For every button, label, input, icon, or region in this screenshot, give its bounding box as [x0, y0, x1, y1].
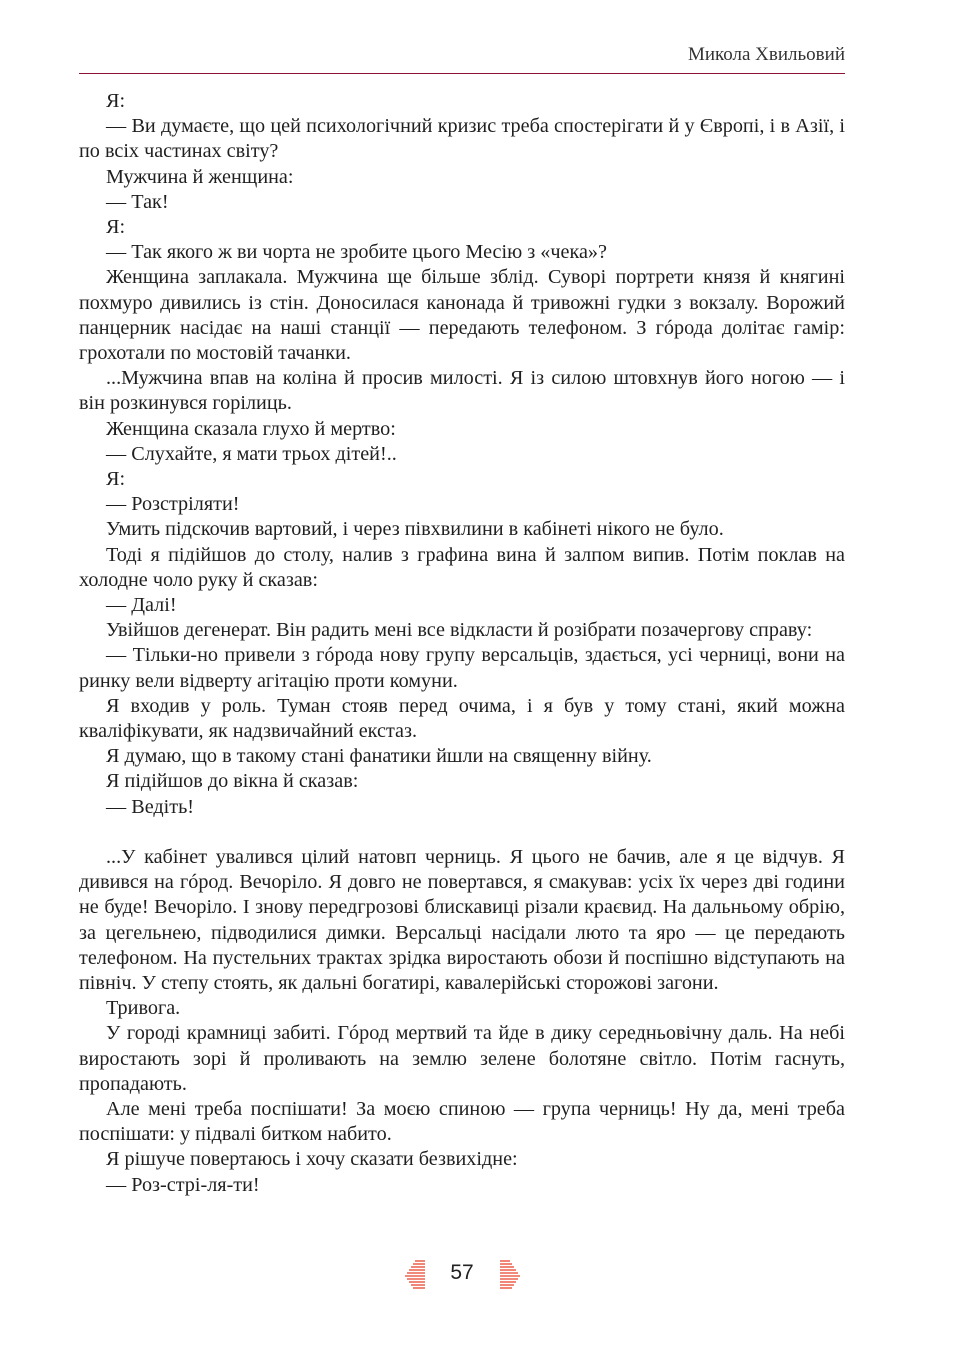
paragraph: Увійшов дегенерат. Він радить мені все відкласти й розібрати позачергову справу:: [106, 619, 813, 642]
paragraph: — Ведіть!: [106, 795, 195, 818]
paragraph: ...У кабінет увалився цілий натовп черниць. Я цього не бачив, але я це відчув. Я дивився на гóрод. Вечоріло. Я довго не повертався, я смакував: усіх їх через дві години не буде! Вечоріло. І знову передгрозові блискавиці різали краєвид. На дальньому обрію, за цегельнею, підводилися димки. Версальці насідали люто та яро — це передають телефоном. На пустельних трактах зрідка виростають обози й поспішно відступають на північ. У степу стоять, як дальні богатирі, кавалерійські сторожові загони.: [79, 845, 845, 994]
paragraph: Але мені треба поспішати! За моєю спиною — група черниць! Ну да, мені треба поспішати: у підвалі битком набито.: [79, 1097, 845, 1146]
paragraph: Я входив у роль. Туман стояв перед очима, і я був у тому стані, який можна кваліфікувати, як надзвичайний екстаз.: [79, 694, 845, 743]
paragraph: Женщина сказала глухо й мертво:: [106, 417, 396, 440]
paragraph: Я:: [106, 90, 126, 112]
paragraph: ...Мужчина впав на коліна й просив милості. Я із силою штовхнув його ногою — і він розкинувся горілиць.: [79, 367, 845, 415]
striped-arrow-left-icon: [403, 1258, 425, 1290]
striped-arrow-right-icon: [500, 1258, 522, 1290]
paragraph: — Так!: [106, 190, 169, 213]
paragraph: Мужчина й женщина:: [106, 165, 294, 188]
paragraph: Я рішуче повертаюсь і хочу сказати безвихідне:: [106, 1148, 518, 1171]
page-footer: [0, 1258, 963, 1292]
paragraph: Тривога.: [106, 997, 181, 1020]
section-break: [79, 820, 845, 845]
paragraph: Я:: [106, 216, 126, 239]
paragraph: — Так якого ж ви чорта не зробите цього Месію з «чека»?: [106, 241, 607, 264]
paragraph: — Ви думаєте, що цей психологічний кризис треба спостерігати й у Європі, і в Азії, і по всіх частинах світу?: [79, 115, 845, 163]
paragraph: Я:: [106, 468, 126, 491]
page-number: 57: [450, 1261, 474, 1284]
paragraph: Я підійшов до вікна й сказав:: [106, 770, 359, 793]
paragraph: — Розстріляти!: [106, 493, 240, 516]
paragraph: — Слухайте, я мати трьох дітей!..: [106, 442, 397, 465]
paragraph: Я думаю, що в такому стані фанатики йшли на священну війну.: [106, 745, 652, 768]
paragraph: — Тільки-но привели з гóрода нову групу версальців, здається, усі черниці, вони на ринку вели відверту агітацію проти комуни.: [79, 644, 845, 692]
paragraph: — Далі!: [106, 594, 177, 617]
paragraph: — Роз-стрі-ля-ти!: [106, 1173, 260, 1196]
header-divider: [79, 73, 845, 74]
paragraph: Женщина заплакала. Мужчина ще більше зблід. Суворі портрети князя й княгині похмуро дивились із стін. Доносилася канонада й тривожні гудки з вокзалу. Ворожий панцерник насідає на наші станції — передають телефоном. З гóрода долітає гамір: грохотали по мостовій тачанки.: [79, 266, 845, 365]
paragraph: Тоді я підійшов до столу, налив з графина вина й залпом випив. Потім поклав на холодне чоло руку й сказав:: [79, 543, 845, 591]
page-body: [79, 89, 845, 1198]
running-header-author: Микола Хвильовий: [687, 44, 845, 65]
paragraph: Умить підскочив вартовий, і через півхвилини в кабінеті нікого не було.: [106, 518, 724, 541]
paragraph: У городі крамниці забиті. Гóрод мертвий та йде в дику середньовічну даль. На небі виростають зорі й проливають на землю зелене болотяне світло. Потім гаснуть, пропадають.: [79, 1022, 845, 1095]
